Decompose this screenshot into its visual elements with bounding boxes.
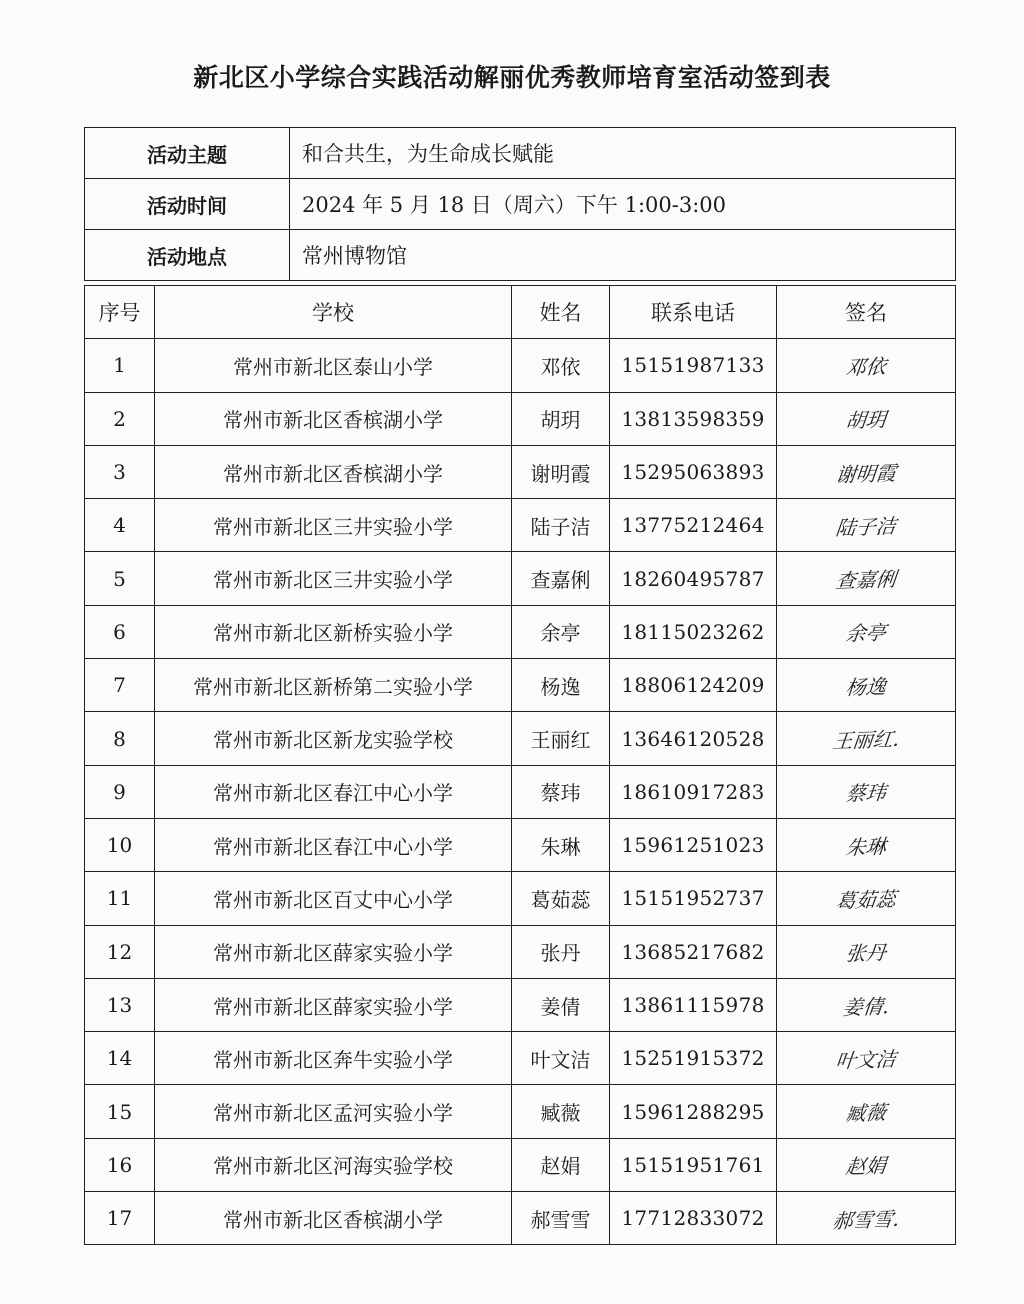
phone-cell: 18806124209 (610, 659, 777, 712)
handwritten-signature: 胡玥 (844, 407, 888, 433)
info-value: 2024 年 5 月 18 日（周六）下午 1:00-3:00 (290, 179, 956, 230)
row-number: 6 (85, 605, 155, 658)
signature-cell (777, 445, 956, 498)
name-cell: 葛茹蕊 (512, 872, 610, 925)
handwritten-signature: 查嘉俐 (834, 567, 898, 594)
signature-cell (777, 872, 956, 925)
phone-cell: 17712833072 (610, 1192, 777, 1245)
table-row (85, 925, 956, 978)
handwritten-signature: 朱琳 (844, 833, 888, 860)
name-cell: 王丽红 (512, 712, 610, 765)
row-number: 4 (85, 499, 155, 552)
table-row (85, 872, 956, 925)
name-cell: 蔡玮 (512, 765, 610, 818)
info-row-theme (85, 128, 956, 179)
table-row (85, 552, 956, 605)
table-row (85, 1032, 956, 1085)
info-value: 常州博物馆 (290, 230, 956, 281)
signature-cell (777, 392, 956, 445)
name-cell: 郝雪雪 (512, 1192, 610, 1245)
name-cell: 姜倩 (512, 978, 610, 1031)
name-cell: 谢明霞 (512, 445, 610, 498)
signature-cell (777, 659, 956, 712)
signature-cell (777, 925, 956, 978)
handwritten-signature: 张丹 (844, 940, 888, 966)
page-title: 新北区小学综合实践活动解丽优秀教师培育室活动签到表 (193, 63, 831, 92)
school-cell: 常州市新北区香槟湖小学 (155, 392, 512, 445)
table-row (85, 605, 956, 658)
signature-cell (777, 552, 956, 605)
signature-cell (777, 339, 956, 392)
school-cell: 常州市新北区春江中心小学 (155, 818, 512, 871)
school-cell: 常州市新北区薛家实验小学 (155, 978, 512, 1031)
table-row (85, 392, 956, 445)
table-row (85, 712, 956, 765)
phone-cell: 15961251023 (610, 818, 777, 871)
signature-cell (777, 1138, 956, 1191)
phone-cell: 13685217682 (610, 925, 777, 978)
handwritten-signature: 葛茹蕊 (834, 886, 898, 913)
signature-cell (777, 1032, 956, 1085)
name-cell: 陆子洁 (512, 499, 610, 552)
handwritten-signature: 姜倩. (841, 993, 891, 1020)
header-phone: 联系电话 (610, 286, 777, 339)
header-name: 姓名 (512, 286, 610, 339)
table-row (85, 1085, 956, 1138)
table-row (85, 445, 956, 498)
phone-cell: 15151952737 (610, 872, 777, 925)
table-row (85, 499, 956, 552)
school-cell: 常州市新北区三井实验小学 (155, 552, 512, 605)
signature-cell (777, 818, 956, 871)
table-row (85, 659, 956, 712)
handwritten-signature: 叶文洁 (834, 1046, 898, 1073)
phone-cell: 18260495787 (610, 552, 777, 605)
school-cell: 常州市新北区新桥实验小学 (155, 605, 512, 658)
school-cell: 常州市新北区三井实验小学 (155, 499, 512, 552)
school-cell: 常州市新北区泰山小学 (155, 339, 512, 392)
signature-cell (777, 499, 956, 552)
phone-cell: 15961288295 (610, 1085, 777, 1138)
info-label: 活动主题 (85, 128, 290, 179)
header-school: 学校 (155, 286, 512, 339)
info-row-location (85, 230, 956, 281)
name-cell: 查嘉俐 (512, 552, 610, 605)
row-number: 2 (85, 392, 155, 445)
sign-in-table (84, 285, 956, 1245)
school-cell: 常州市新北区河海实验学校 (155, 1138, 512, 1191)
row-number: 1 (85, 339, 155, 392)
handwritten-signature: 王丽红. (831, 726, 901, 754)
table-row (85, 1138, 956, 1191)
phone-cell: 13775212464 (610, 499, 777, 552)
handwritten-signature: 杨逸 (844, 674, 888, 700)
header-no: 序号 (85, 286, 155, 339)
signature-cell (777, 1085, 956, 1138)
info-row-time (85, 179, 956, 230)
school-cell: 常州市新北区奔牛实验小学 (155, 1032, 512, 1085)
name-cell: 朱琳 (512, 818, 610, 871)
row-number: 16 (85, 1138, 155, 1191)
school-cell: 常州市新北区新龙实验学校 (155, 712, 512, 765)
phone-cell: 15295063893 (610, 445, 777, 498)
handwritten-signature: 郝雪雪. (831, 1206, 901, 1233)
phone-cell: 15151951761 (610, 1138, 777, 1191)
name-cell: 杨逸 (512, 659, 610, 712)
signature-cell (777, 712, 956, 765)
table-row (85, 818, 956, 871)
phone-cell: 18610917283 (610, 765, 777, 818)
name-cell: 叶文洁 (512, 1032, 610, 1085)
phone-cell: 13646120528 (610, 712, 777, 765)
handwritten-signature: 蔡玮 (844, 780, 888, 807)
row-number: 10 (85, 818, 155, 871)
handwritten-signature: 臧薇 (844, 1100, 888, 1126)
info-label: 活动时间 (85, 179, 290, 230)
table-header-row (85, 286, 956, 339)
handwritten-signature: 谢明霞 (834, 460, 898, 487)
name-cell: 赵娟 (512, 1138, 610, 1191)
table-row (85, 1192, 956, 1245)
handwritten-signature: 邓依 (844, 354, 888, 380)
activity-info-table (84, 127, 956, 281)
name-cell: 邓依 (512, 339, 610, 392)
row-number: 9 (85, 765, 155, 818)
table-row (85, 765, 956, 818)
phone-cell: 13861115978 (610, 978, 777, 1031)
row-number: 13 (85, 978, 155, 1031)
row-number: 8 (85, 712, 155, 765)
row-number: 14 (85, 1032, 155, 1085)
row-number: 17 (85, 1192, 155, 1245)
handwritten-signature: 余亭 (844, 620, 888, 647)
school-cell: 常州市新北区春江中心小学 (155, 765, 512, 818)
name-cell: 臧薇 (512, 1085, 610, 1138)
row-number: 15 (85, 1085, 155, 1138)
school-cell: 常州市新北区薛家实验小学 (155, 925, 512, 978)
row-number: 11 (85, 872, 155, 925)
school-cell: 常州市新北区百丈中心小学 (155, 872, 512, 925)
table-row (85, 339, 956, 392)
signature-cell (777, 978, 956, 1031)
row-number: 3 (85, 445, 155, 498)
row-number: 12 (85, 925, 155, 978)
table-body (85, 339, 956, 1245)
name-cell: 胡玥 (512, 392, 610, 445)
row-number: 5 (85, 552, 155, 605)
signature-cell (777, 1192, 956, 1245)
row-number: 7 (85, 659, 155, 712)
name-cell: 张丹 (512, 925, 610, 978)
info-value: 和合共生，为生命成长赋能 (290, 128, 956, 179)
info-label: 活动地点 (85, 230, 290, 281)
signature-cell (777, 765, 956, 818)
school-cell: 常州市新北区香槟湖小学 (155, 445, 512, 498)
signature-cell (777, 605, 956, 658)
phone-cell: 18115023262 (610, 605, 777, 658)
phone-cell: 13813598359 (610, 392, 777, 445)
table-row (85, 978, 956, 1031)
phone-cell: 15151987133 (610, 339, 777, 392)
school-cell: 常州市新北区新桥第二实验小学 (155, 659, 512, 712)
name-cell: 余亭 (512, 605, 610, 658)
phone-cell: 15251915372 (610, 1032, 777, 1085)
handwritten-signature: 赵娟 (844, 1153, 888, 1180)
handwritten-signature: 陆子洁 (834, 513, 898, 540)
school-cell: 常州市新北区香槟湖小学 (155, 1192, 512, 1245)
header-signature: 签名 (777, 286, 956, 339)
school-cell: 常州市新北区孟河实验小学 (155, 1085, 512, 1138)
